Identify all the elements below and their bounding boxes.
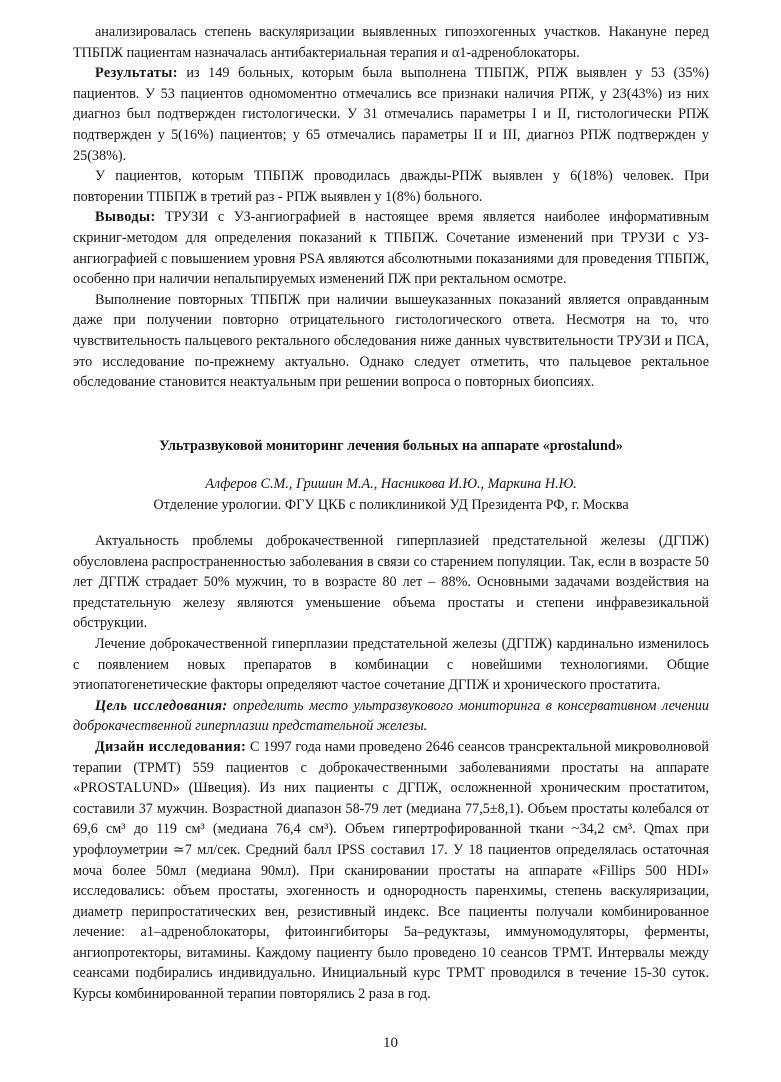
page-number: 10 bbox=[383, 1035, 398, 1051]
final-paragraph: Выполнение повторных ТПБПЖ при наличии вышеуказанных показаний является оправданным даже при получении повторно отрицательного гистологического ответа. Несмотря на то, что чувствительность пальцевого ректального обследования ниже данных чувствительности ТРУЗИ и ПСА, это исследование по-прежнему актуально. Однако следует отметить, что пальцевое ректальное обследование становится неактуальным при решении вопроса о повторных биопсиях. bbox=[73, 291, 709, 391]
conclusions-paragraph bbox=[73, 207, 709, 289]
methods-paragraph-end: анализировалась степень васкуляризации выявленных гипоэхогенных участков. Накануне перед ТПБПЖ пациентам назначалась антибактериальная терапия и α1-адреноблокаторы. bbox=[73, 24, 709, 61]
aim-paragraph bbox=[73, 696, 709, 737]
article-body bbox=[73, 531, 709, 1005]
conclusions-text: ТРУЗИ с УЗ-ангиографией в настоящее время является наиболее информативным скриниг-методом для определения показаний к ТПБПЖ. Сочетание изменений при ТРУЗИ с УЗ-ангиографией с повышением уровня PSA являются абсолютными показаниями для проведения ТПБПЖ, особенно при наличии непальпируемых изменений ПЖ при ректальном осмотре. bbox=[73, 209, 709, 288]
article-affiliation: Отделение урологии. ФГУ ЦКБ с поликлиникой УД Президента РФ, г. Москва bbox=[153, 496, 629, 513]
design-text: С 1997 года нами проведено 2646 сеансов трансректальной микроволновой терапии (ТРМТ) 559 пациентов с доброкачественными заболеваниями простаты на аппарате «PROSTALUND» (Швеция). Из них пациенты с ДГПЖ, осложненной хроническим простатитом, составили 37 мужчин. Возрастной диапазон 58-79 лет (медиана 77,5±8,1). Объем простаты колебался от 69,6 см³ до 119 см³ (медиана 76,4 см³). Объем гипертрофированной ткани ~34,2 см³. Qmax при урофлоуметрии ≃7 мл/сек. Средний балл IPSS составил 17. У 18 пациентов определялась остаточная моча более 50мл (медиана 90мл). При сканировании простаты на аппарате «Fillips 500 HDI» исследовались: объем простаты, эхогенность и однородность паренхимы, степень васкуляризации, диаметр перипростатических вен, резистивный индекс. Все пациенты получали комбинированное лечение: a1–адреноблокаторы, фитоингибиторы 5a–редуктазы, иммуномодуляторы, ферменты, ангиопротекторы, витамины. Каждому пациенту было проведено 10 сеансов ТРМТ. Интервалы между сеансами подбирались индивидуально. Инициальный курс ТРМТ проводился в течение 15-30 суток. Курсы комбинированной терапии повторялись 2 раза в год. bbox=[73, 738, 709, 1003]
aim-label: Цель исследования: bbox=[95, 697, 228, 714]
article-byline bbox=[73, 474, 709, 515]
results-text: из 149 больных, которым была выполнена ТПБПЖ, РПЖ выявлен у 53 (35%) пациентов. У 53 пациентов одномоментно отмечались все признаки наличия РПЖ, у 23(43%) из них диагноз был подтвержден гистологически. У 31 отмечались параметры I и II, гистологически РПЖ подтвержден у 5(16%) пациентов; у 65 отмечались параметры II и III, диагноз РПЖ подтвержден у 25(38%). bbox=[73, 65, 709, 164]
design-label: Дизайн исследования: bbox=[95, 738, 247, 755]
repeat-biopsy-paragraph: У пациентов, которым ТПБПЖ проводилась дважды-РПЖ выявлен у 6(18%) человек. При повторении ТПБПЖ в третий раз - РПЖ выявлен у 1(8%) больного. bbox=[73, 168, 709, 205]
article-authors: Алферов С.М., Гришин М.А., Насникова И.Ю., Маркина Н.Ю. bbox=[205, 476, 577, 492]
article-header bbox=[73, 436, 709, 457]
previous-article-continuation bbox=[73, 22, 709, 393]
conclusions-label: Выводы: bbox=[95, 209, 156, 226]
article-title: Ультразвуковой мониторинг лечения больных на аппарате «prostalund» bbox=[159, 438, 623, 454]
aim-text: определить место ультразвукового мониторинга в консервативном лечении доброкачественной гиперплазии предстательной железы. bbox=[73, 697, 709, 735]
relevance-paragraph: Актуальность проблемы доброкачественной гиперплазией предстательной железы (ДГПЖ) обусловлена распространенностью заболевания в связи со старением популяции. Так, если в возрасте 50 лет ДГПЖ страдает 50% мужчин, то в возрасте 80 лет – 88%. Основными задачами воздействия на предстательную железу являются уменьшение объема простаты и степени инфравезикальной обструкции. bbox=[73, 533, 709, 632]
results-paragraph bbox=[73, 63, 709, 166]
treatment-paragraph: Лечение доброкачественной гиперплазии предстательной железы (ДГПЖ) кардинально изменилось с появлением новых препаратов в комбинации с новейшими технологиями. Общие этиопатогенетические факторы определяют частое сочетание ДГПЖ и хронического простатита. bbox=[73, 635, 709, 694]
results-label: Результаты: bbox=[95, 65, 178, 82]
design-paragraph bbox=[73, 737, 709, 1005]
